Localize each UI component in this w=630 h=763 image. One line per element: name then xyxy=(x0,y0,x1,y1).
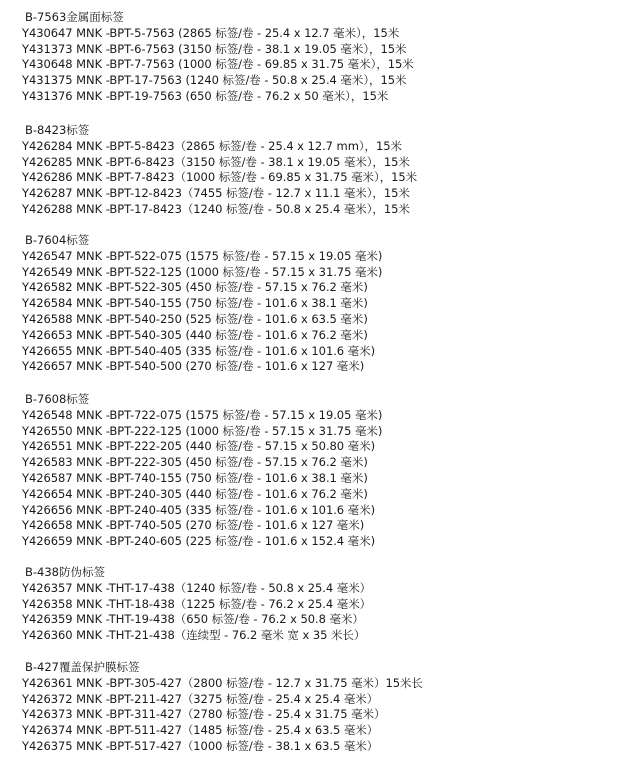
section-title: B-7604标签 xyxy=(25,233,90,247)
list-item: Y426582 MNK -BPT-522-305 (450 标签/卷 - 57.15 x 76.2 毫米) xyxy=(22,280,368,295)
list-item: Y431373 MNK -BPT-6-7563 (3150 标签/卷 - 38.1 x 19.05 毫米），15米 xyxy=(22,41,407,56)
list-item: Y426659 MNK -BPT-240-605 (225 标签/卷 - 101.6 x 152.4 毫米) xyxy=(22,534,376,549)
list-item: Y426288 MNK -BPT-17-8423（1240 标签/卷 - 50.8 x 25.4 毫米），15米 xyxy=(22,201,410,216)
list-item: Y426583 MNK -BPT-222-305 (450 标签/卷 - 57.15 x 76.2 毫米) xyxy=(22,455,368,470)
list-item: Y426654 MNK -BPT-240-305 (440 标签/卷 - 101.6 x 76.2 毫米) xyxy=(22,486,368,501)
list-item: Y426657 MNK -BPT-540-500 (270 标签/卷 - 101.6 x 127 毫米) xyxy=(22,359,365,374)
list-item: Y426588 MNK -BPT-540-250 (525 标签/卷 - 101.6 x 63.5 毫米) xyxy=(22,311,368,326)
section-b-427 xyxy=(22,660,622,755)
section-title: B-7563金属面标签 xyxy=(25,10,124,24)
section-title: B-8423标签 xyxy=(25,123,90,137)
list-item: Y431376 MNK -BPT-19-7563 (650 标签/卷 - 76.2 x 50 毫米），15米 xyxy=(22,88,389,103)
section-b-438 xyxy=(22,565,622,644)
list-item: Y426287 MNK -BPT-12-8423（7455 标签/卷 - 12.7 x 11.1 毫米），15米 xyxy=(22,186,410,201)
list-item: Y426286 MNK -BPT-7-8423（1000 标签/卷 - 69.85 x 31.75 毫米），15米 xyxy=(22,170,418,185)
section-b-8423 xyxy=(22,123,622,218)
section-title: B-438防伪标签 xyxy=(25,565,105,579)
list-item: Y426361 MNK -BPT-305-427（2800 标签/卷 - 12.7 x 31.75 毫米）15米长 xyxy=(22,675,423,690)
list-item: Y426373 MNK -BPT-311-427（2780 标签/卷 - 25.4 x 31.75 毫米） xyxy=(22,707,386,722)
list-item: Y426359 MNK -THT-19-438（650 标签/卷 - 76.2 x 50.8 毫米） xyxy=(22,612,364,627)
list-item: Y426653 MNK -BPT-540-305 (440 标签/卷 - 101.6 x 76.2 毫米) xyxy=(22,327,368,342)
list-item: Y426372 MNK -BPT-211-427（3275 标签/卷 - 25.4 x 25.4 毫米） xyxy=(22,691,379,706)
list-item: Y426550 MNK -BPT-222-125 (1000 标签/卷 - 57.15 x 31.75 毫米) xyxy=(22,423,383,438)
list-item: Y431375 MNK -BPT-17-7563 (1240 标签/卷 - 50.8 x 25.4 毫米），15米 xyxy=(22,73,407,88)
list-item: Y426547 MNK -BPT-522-075 (1575 标签/卷 - 57.15 x 19.05 毫米) xyxy=(22,248,383,263)
list-item: Y426656 MNK -BPT-240-405 (335 标签/卷 - 101.6 x 101.6 毫米) xyxy=(22,502,376,517)
section-b-7563 xyxy=(22,10,622,105)
section-title: B-7608标签 xyxy=(25,392,90,406)
list-item: Y426357 MNK -THT-17-438（1240 标签/卷 - 50.8 x 25.4 毫米） xyxy=(22,580,372,595)
list-item: Y426655 MNK -BPT-540-405 (335 标签/卷 - 101.6 x 101.6 毫米) xyxy=(22,343,376,358)
list-item: Y430647 MNK -BPT-5-7563 (2865 标签/卷 - 25.4 x 12.7 毫米），15米 xyxy=(22,25,400,40)
list-item: Y426548 MNK -BPT-722-075 (1575 标签/卷 - 57.15 x 19.05 毫米) xyxy=(22,407,383,422)
list-item: Y426658 MNK -BPT-740-505 (270 标签/卷 - 101.6 x 127 毫米) xyxy=(22,518,365,533)
list-item: Y426360 MNK -THT-21-438（连续型 - 76.2 毫米 宽 x 35 米长） xyxy=(22,628,366,643)
list-item: Y430648 MNK -BPT-7-7563 (1000 标签/卷 - 69.85 x 31.75 毫米），15米 xyxy=(22,57,414,72)
list-item: Y426551 MNK -BPT-222-205 (440 标签/卷 - 57.15 x 50.80 毫米) xyxy=(22,439,376,454)
section-b-7608 xyxy=(22,392,622,550)
list-item: Y426375 MNK -BPT-517-427（1000 标签/卷 - 38.1 x 63.5 毫米） xyxy=(22,738,379,753)
list-item: Y426358 MNK -THT-18-438（1225 标签/卷 - 76.2 x 25.4 毫米） xyxy=(22,596,372,611)
list-item: Y426284 MNK -BPT-5-8423（2865 标签/卷 - 25.4 x 12.7 mm），15米 xyxy=(22,138,402,153)
list-item: Y426584 MNK -BPT-540-155 (750 标签/卷 - 101.6 x 38.1 毫米) xyxy=(22,296,368,311)
list-item: Y426374 MNK -BPT-511-427（1485 标签/卷 - 25.4 x 63.5 毫米） xyxy=(22,723,379,738)
list-item: Y426587 MNK -BPT-740-155 (750 标签/卷 - 101.6 x 38.1 毫米) xyxy=(22,470,368,485)
list-item: Y426549 MNK -BPT-522-125 (1000 标签/卷 - 57.15 x 31.75 毫米) xyxy=(22,264,383,279)
section-title: B-427覆盖保护膜标签 xyxy=(25,660,140,674)
list-item: Y426285 MNK -BPT-6-8423（3150 标签/卷 - 38.1 x 19.05 毫米），15米 xyxy=(22,154,410,169)
section-b-7604 xyxy=(22,233,622,375)
